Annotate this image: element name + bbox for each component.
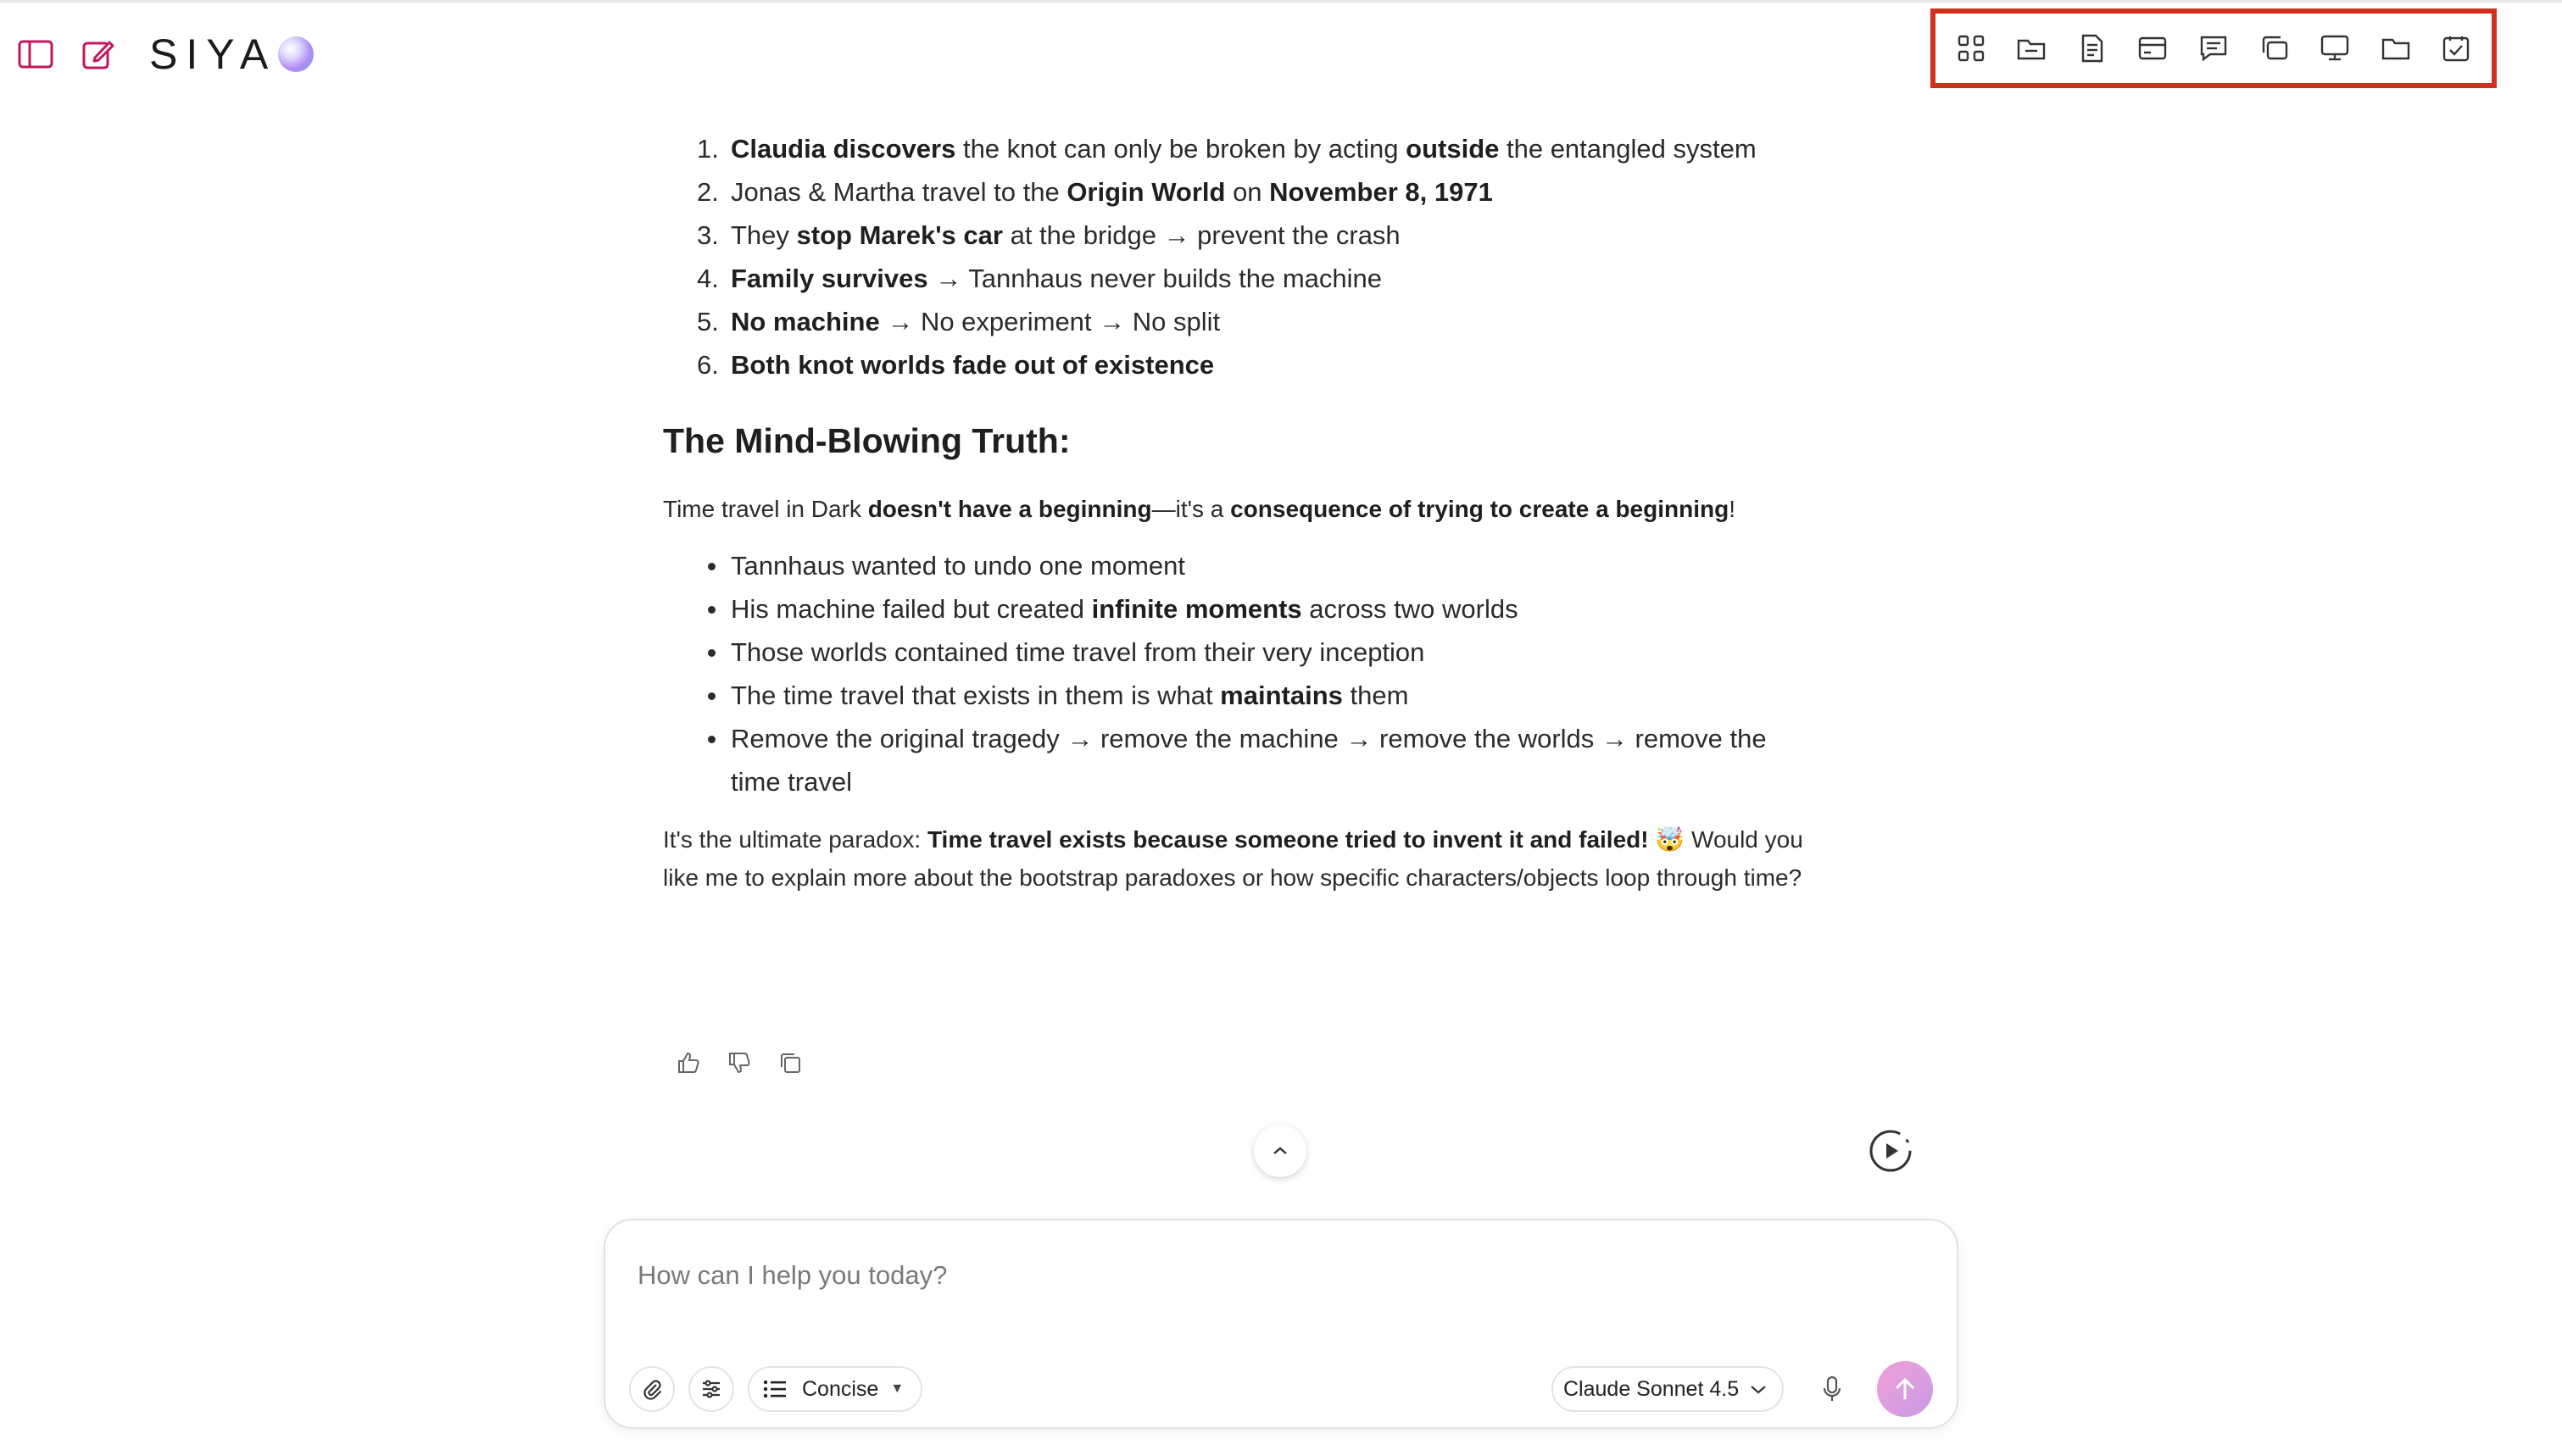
text-run: → Tannhaus never builds the machine xyxy=(927,264,1383,293)
play-audio-button[interactable] xyxy=(1865,1125,1916,1176)
paperclip-icon xyxy=(641,1378,663,1400)
bold-text: Time travel exists because someone tried to invent it and failed! xyxy=(927,826,1649,853)
bullet-item xyxy=(663,544,1807,587)
bullet-item xyxy=(663,587,1807,631)
closing-paragraph xyxy=(663,820,1807,897)
attach-button[interactable] xyxy=(629,1366,675,1412)
text-run: → No experiment → No split xyxy=(879,307,1221,336)
text-run: the knot can only be broken by acting xyxy=(955,134,1406,164)
folder-icon[interactable] xyxy=(2371,24,2420,73)
chevron-up-icon xyxy=(1271,1145,1289,1157)
message-input[interactable] xyxy=(638,1254,1824,1297)
bold-text: November 8, 1971 xyxy=(1269,177,1493,207)
bold-text: No machine xyxy=(731,307,880,336)
bold-text: Claudia discovers xyxy=(731,134,956,164)
section-heading: The Mind-Blowing Truth: xyxy=(663,421,1071,460)
new-chat-icon[interactable] xyxy=(78,34,119,75)
top-toolbar xyxy=(1930,8,2497,88)
microphone-icon xyxy=(1822,1375,1842,1403)
step-item xyxy=(663,300,1807,343)
text-run: Remove the original tragedy → remove the machine → remove the worlds → remove the time travel xyxy=(731,724,1767,797)
step-number: 2. xyxy=(697,177,719,207)
send-button[interactable] xyxy=(1877,1361,1933,1417)
grid-icon[interactable] xyxy=(1947,24,1996,73)
step-number: 5. xyxy=(697,307,719,336)
text-run: them xyxy=(1342,681,1409,710)
step-number: 3. xyxy=(697,220,719,250)
text-run: 🤯 Would you like me to explain more about the bootstrap paradoxes or how specific characters/objects loop through time? xyxy=(663,826,1803,891)
credit-card-icon[interactable] xyxy=(2128,24,2177,73)
message-composer xyxy=(604,1219,1958,1429)
bullet-item xyxy=(663,717,1807,803)
text-run: across two worlds xyxy=(1301,594,1518,624)
step-item xyxy=(663,257,1807,300)
chevron-down-icon xyxy=(1749,1383,1768,1395)
step-number: 1. xyxy=(697,134,719,164)
step-item xyxy=(663,343,1807,386)
bold-text: Origin World xyxy=(1067,177,1226,207)
step-number: 6. xyxy=(697,350,719,380)
bullet-list xyxy=(663,544,1807,803)
bold-text: outside xyxy=(1406,134,1500,164)
thumbs-down-icon[interactable] xyxy=(721,1044,758,1081)
model-label: Claude Sonnet 4.5 xyxy=(1563,1376,1740,1401)
step-number: 4. xyxy=(697,264,719,293)
text-run: on xyxy=(1225,177,1270,207)
scroll-up-button[interactable] xyxy=(1254,1125,1306,1177)
app-logo[interactable] xyxy=(149,30,314,79)
mode-label: Concise xyxy=(802,1376,879,1401)
caret-down-icon: ▼ xyxy=(890,1381,905,1396)
bold-text: consequence of trying to create a beginning xyxy=(1230,496,1729,522)
copy-icon[interactable] xyxy=(771,1044,809,1081)
monitor-icon[interactable] xyxy=(2310,24,2359,73)
text-run: at the bridge → prevent the crash xyxy=(1002,220,1401,250)
bullet-item xyxy=(663,674,1807,717)
text-run: Those worlds contained time travel from their very inception xyxy=(731,637,1425,667)
folder-open-icon[interactable] xyxy=(2007,24,2056,73)
text-run: Tannhaus wanted to undo one moment xyxy=(731,551,1185,581)
chat-icon[interactable] xyxy=(2189,24,2238,73)
text-run: —it's a xyxy=(1151,496,1231,522)
text-run: Jonas & Martha travel to the xyxy=(731,177,1067,207)
sidebar-toggle-icon[interactable] xyxy=(15,34,56,75)
intro-paragraph xyxy=(663,490,1807,529)
microphone-button[interactable] xyxy=(1809,1366,1855,1412)
text-run: the entangled system xyxy=(1499,134,1757,164)
bold-text: infinite moments xyxy=(1091,594,1302,624)
settings-button[interactable] xyxy=(688,1366,734,1412)
header-left xyxy=(15,29,314,80)
list-icon xyxy=(763,1379,787,1399)
logo-orb-icon xyxy=(278,36,314,72)
bold-text: Both knot worlds fade out of existence xyxy=(731,350,1215,380)
checkbox-icon[interactable] xyxy=(2431,24,2481,73)
text-run: ! xyxy=(1729,496,1735,522)
step-item xyxy=(663,214,1807,257)
response-mode-select[interactable] xyxy=(748,1366,922,1412)
bold-text: doesn't have a beginning xyxy=(867,496,1152,522)
text-run: His machine failed but created xyxy=(731,594,1092,624)
document-icon[interactable] xyxy=(2068,24,2117,73)
bold-text: Family survives xyxy=(731,264,928,293)
sliders-icon xyxy=(700,1378,722,1400)
play-circle-icon xyxy=(1867,1127,1914,1175)
text-run: The time travel that exists in them is what xyxy=(731,681,1221,710)
copy-windows-icon[interactable] xyxy=(2250,24,2299,73)
step-item xyxy=(663,127,1807,170)
bold-text: stop Marek's car xyxy=(796,220,1003,250)
text-run: Time travel in Dark xyxy=(663,496,868,522)
logo-text: SIYA xyxy=(149,31,277,78)
thumbs-up-icon[interactable] xyxy=(670,1044,707,1081)
top-border xyxy=(0,0,2562,3)
text-run: They xyxy=(731,220,797,250)
assistant-message xyxy=(663,127,1807,897)
bold-text: maintains xyxy=(1220,681,1343,710)
arrow-up-icon xyxy=(1893,1376,1917,1402)
message-actions xyxy=(670,1044,822,1081)
text-run: It's the ultimate paradox: xyxy=(663,826,927,853)
bullet-item xyxy=(663,631,1807,674)
steps-list xyxy=(663,127,1807,386)
step-item xyxy=(663,170,1807,214)
model-select[interactable] xyxy=(1551,1366,1784,1412)
